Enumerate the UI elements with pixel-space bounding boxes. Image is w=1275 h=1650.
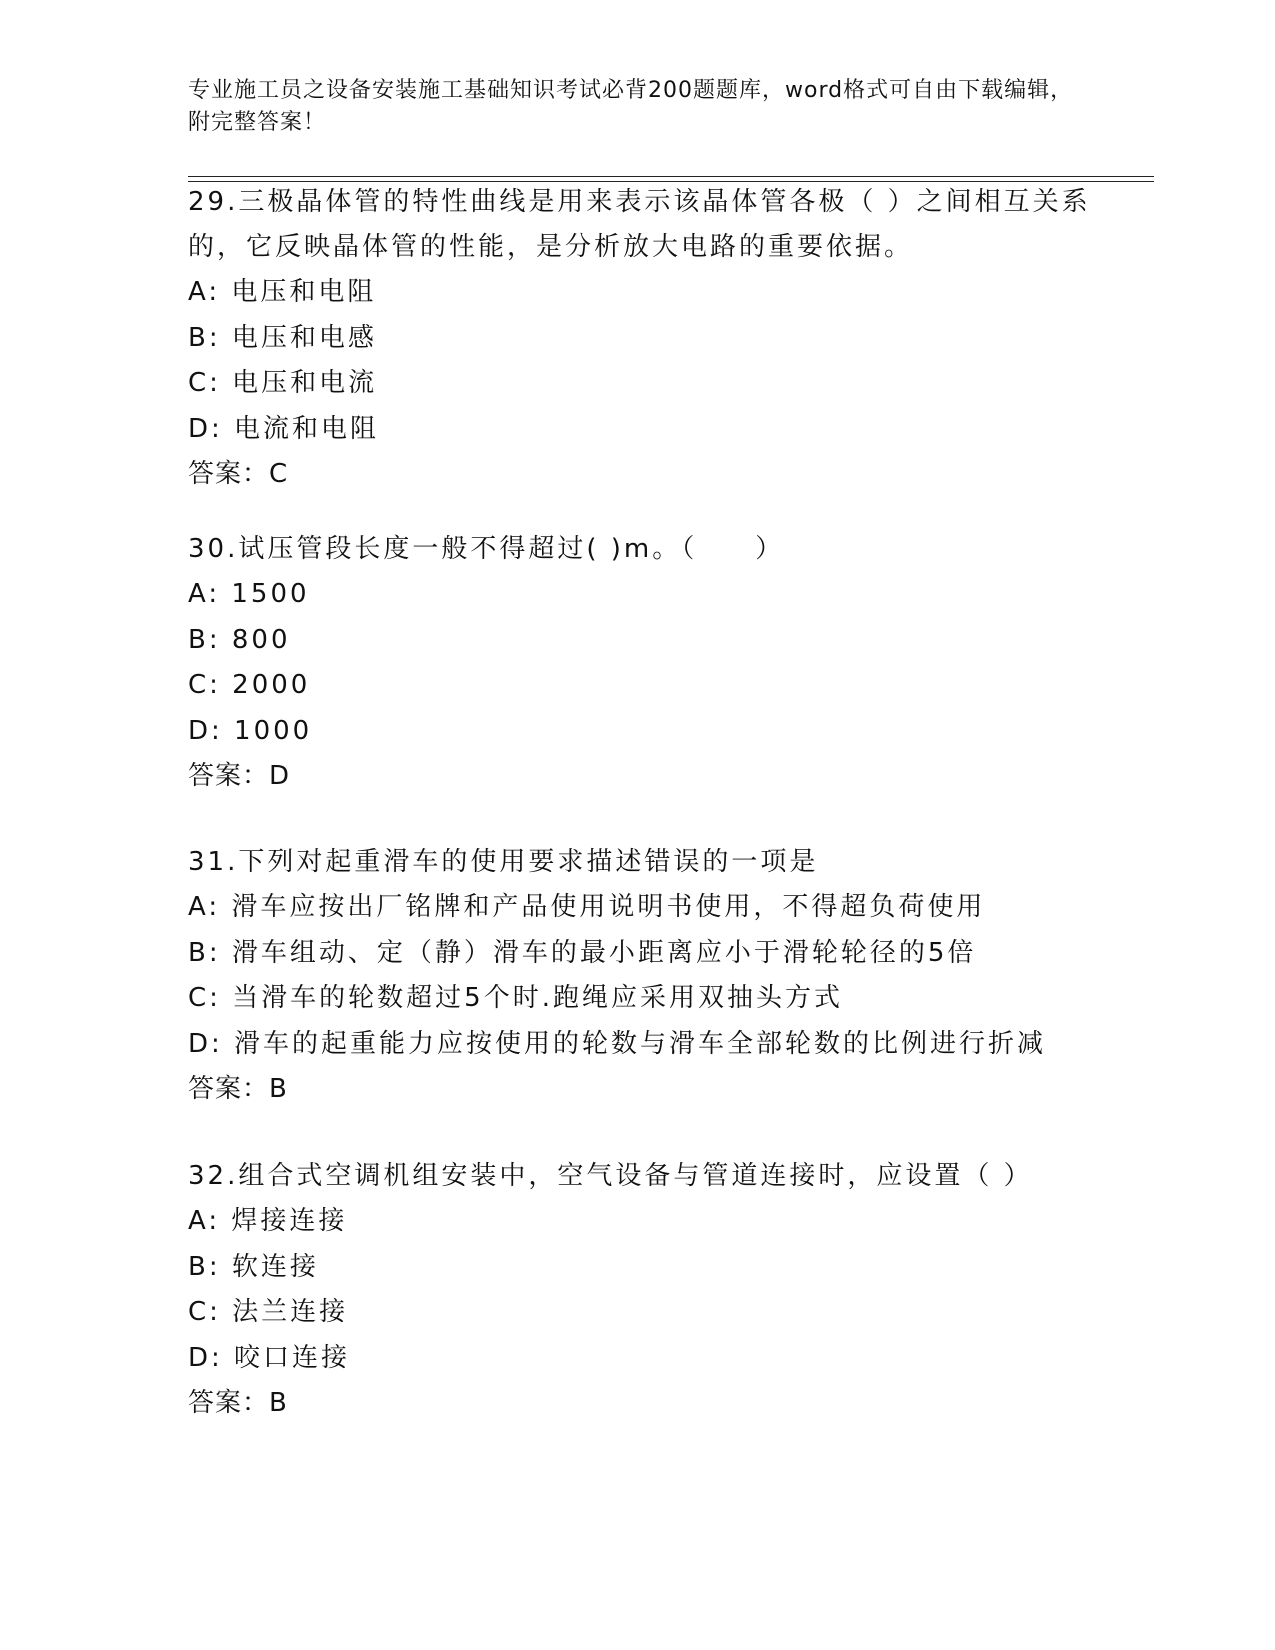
option-c: C: 法兰连接 bbox=[188, 1297, 349, 1328]
question-stem: 31.下列对起重滑车的使用要求描述错误的一项是 bbox=[188, 847, 819, 877]
answer: 答案：B bbox=[188, 1388, 288, 1419]
answer: 答案：B bbox=[188, 1074, 288, 1105]
option-a: A: 滑车应按出厂铭牌和产品使用说明书使用，不得超负荷使用 bbox=[188, 892, 986, 922]
question-stem: 32.组合式空调机组安装中，空气设备与管道连接时，应设置（ ） bbox=[188, 1161, 1033, 1191]
answer: 答案：C bbox=[188, 459, 289, 490]
option-b: B: 滑车组动、定（静）滑车的最小距离应小于滑轮轮径的5倍 bbox=[188, 937, 977, 968]
option-c: C: 当滑车的轮数超过5个时.跑绳应采用双抽头方式 bbox=[188, 983, 843, 1014]
question-stem: 30.试压管段长度一般不得超过( )m。（ ） bbox=[188, 534, 785, 564]
question-31 bbox=[188, 840, 1118, 1112]
option-b: B: 800 bbox=[188, 624, 291, 655]
option-c: C: 2000 bbox=[188, 670, 311, 701]
question-29 bbox=[188, 180, 1118, 497]
option-a: A: 1500 bbox=[188, 579, 310, 609]
option-d: D: 咬口连接 bbox=[188, 1342, 351, 1373]
option-b: B: 电压和电感 bbox=[188, 322, 377, 353]
header-rule-top bbox=[188, 176, 1154, 177]
option-d: D: 电流和电阻 bbox=[188, 413, 380, 444]
option-d: D: 1000 bbox=[188, 715, 313, 746]
question-stem: 29.三极晶体管的特性曲线是用来表示该晶体管各极（ ）之间相互关系的，它反映晶体管的性能，是分析放大电路的重要依据。 bbox=[188, 187, 1091, 262]
document-header: 专业施工员之设备安装施工基础知识考试必背200题题库，word格式可自由下载编辑，附完整答案！ bbox=[188, 78, 1074, 135]
option-b: B: 软连接 bbox=[188, 1251, 319, 1282]
option-a: A: 电压和电阻 bbox=[188, 277, 377, 307]
option-a: A: 焊接连接 bbox=[188, 1206, 348, 1236]
option-c: C: 电压和电流 bbox=[188, 368, 378, 399]
answer: 答案：D bbox=[188, 761, 291, 792]
question-30 bbox=[188, 527, 1118, 799]
option-d: D: 滑车的起重能力应按使用的轮数与滑车全部轮数的比例进行折减 bbox=[188, 1028, 1047, 1059]
question-32 bbox=[188, 1154, 1118, 1426]
